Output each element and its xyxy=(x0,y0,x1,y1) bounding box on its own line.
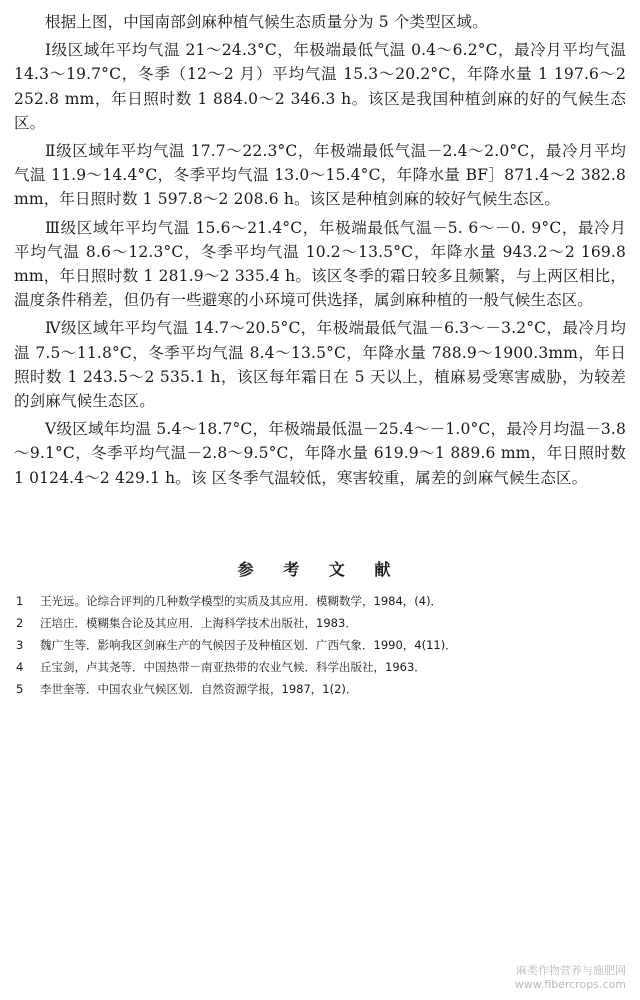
paragraph-level-1: Ⅰ级区域年平均气温 21～24.3°C，年极端最低气温 0.4～6.2°C，最冷月平均气温 14.3～19.7°C，冬季（12～2 月）平均气温 15.3～20.2°C，年降水量 1 197.6～2 252.8 mm，年日照时数 1 884.0～2 346.3 h。该区是我国种植剑麻的好的气候生态区。 xyxy=(14,41,626,132)
reference-text: 王光远。论综合评判的几种数学模型的实质及其应用．模糊数学，1984，(4)． xyxy=(40,594,443,608)
watermark-url: www.fibercrops.com xyxy=(514,978,626,991)
reference-item xyxy=(16,590,624,612)
watermark xyxy=(515,964,626,992)
reference-number: 4 xyxy=(16,660,24,674)
reference-item xyxy=(16,678,624,700)
reference-text: 丘宝剑，卢其尧等．中国热带－南亚热带的农业气候．科学出版社，1963． xyxy=(40,660,426,674)
paragraph-level-3: Ⅲ级区域年平均气温 15.6～21.4°C，年极端最低气温－5. 6～－0. 9°C，最冷月平均气温 8.6～12.3°C，冬季平均气温 10.2～13.5°C，年降水量 943.2～2 169.8 mm，年日照时数 1 281.9～2 335.4 h。该区冬季的霜日较多且频繁，与上两区相比，温度条件稍差，但仍有一些避寒的小环境可供选择，属剑麻种植的一般气候生态区。 xyxy=(14,218,626,310)
reference-text: 魏广生等．影响我区剑麻生产的气候因子及种植区划．广西气象．1990，4(11)． xyxy=(40,638,457,652)
references-heading: 参 考 文 献 xyxy=(237,560,403,579)
paragraph-level-4: Ⅳ级区域年平均气温 14.7～20.5°C，年极端最低气温－6.3～－3.2°C，最冷月均温 7.5～11.8°C，冬季平均气温 8.4～13.5°C，年降水量 788.9～1900.3mm，年日照时数 1 243.5～2 535.1 h，该区每年霜日在 5 天以上，植麻易受寒害威胁，为较差的剑麻气候生态区。 xyxy=(14,319,626,411)
reference-number: 5 xyxy=(16,682,24,696)
reference-number: 2 xyxy=(16,616,24,630)
reference-text: 李世奎等．中国农业气候区划．自然资源学报，1987，1(2)． xyxy=(40,682,358,696)
references-list xyxy=(16,590,624,700)
reference-number: 1 xyxy=(16,594,24,608)
paragraph-level-5: Ⅴ级区域年均温 5.4～18.7°C，年极端最低温－25.4～－1.0°C，最冷月均温－3.8～9.1°C，冬季平均气温－2.8～9.5°C，年降水量 619.9～1 889.6 mm，年日照时数 1 0124.4～2 429.1 h。该 区冬季气温较低，寒害较重，属差的剑麻气候生态区。 xyxy=(14,420,626,487)
watermark-site-name: 麻类作物营养与施肥网 xyxy=(516,964,626,977)
paragraph-level-2: Ⅱ级区域年平均气温 17.7～22.3°C，年极端最低气温－2.4～2.0°C，最冷月平均气温 11.9～14.4°C，冬季平均气温 13.0～15.4°C，年降水量 BF］871.4～2 382.8 mm，年日照时数 1 597.8～2 208.6 h。该区是种植剑麻的较好气候生态区。 xyxy=(14,142,626,209)
body-text xyxy=(14,10,626,490)
reference-text: 汪培庄．模糊集合论及其应用．上海科学技术出版社，1983． xyxy=(40,616,357,630)
reference-item xyxy=(16,634,624,656)
reference-number: 3 xyxy=(16,638,24,652)
paragraph-intro: 根据上图，中国南部剑麻种植气候生态质量分为 5 个类型区域。 xyxy=(45,13,488,31)
reference-item xyxy=(16,612,624,634)
reference-item xyxy=(16,656,624,678)
